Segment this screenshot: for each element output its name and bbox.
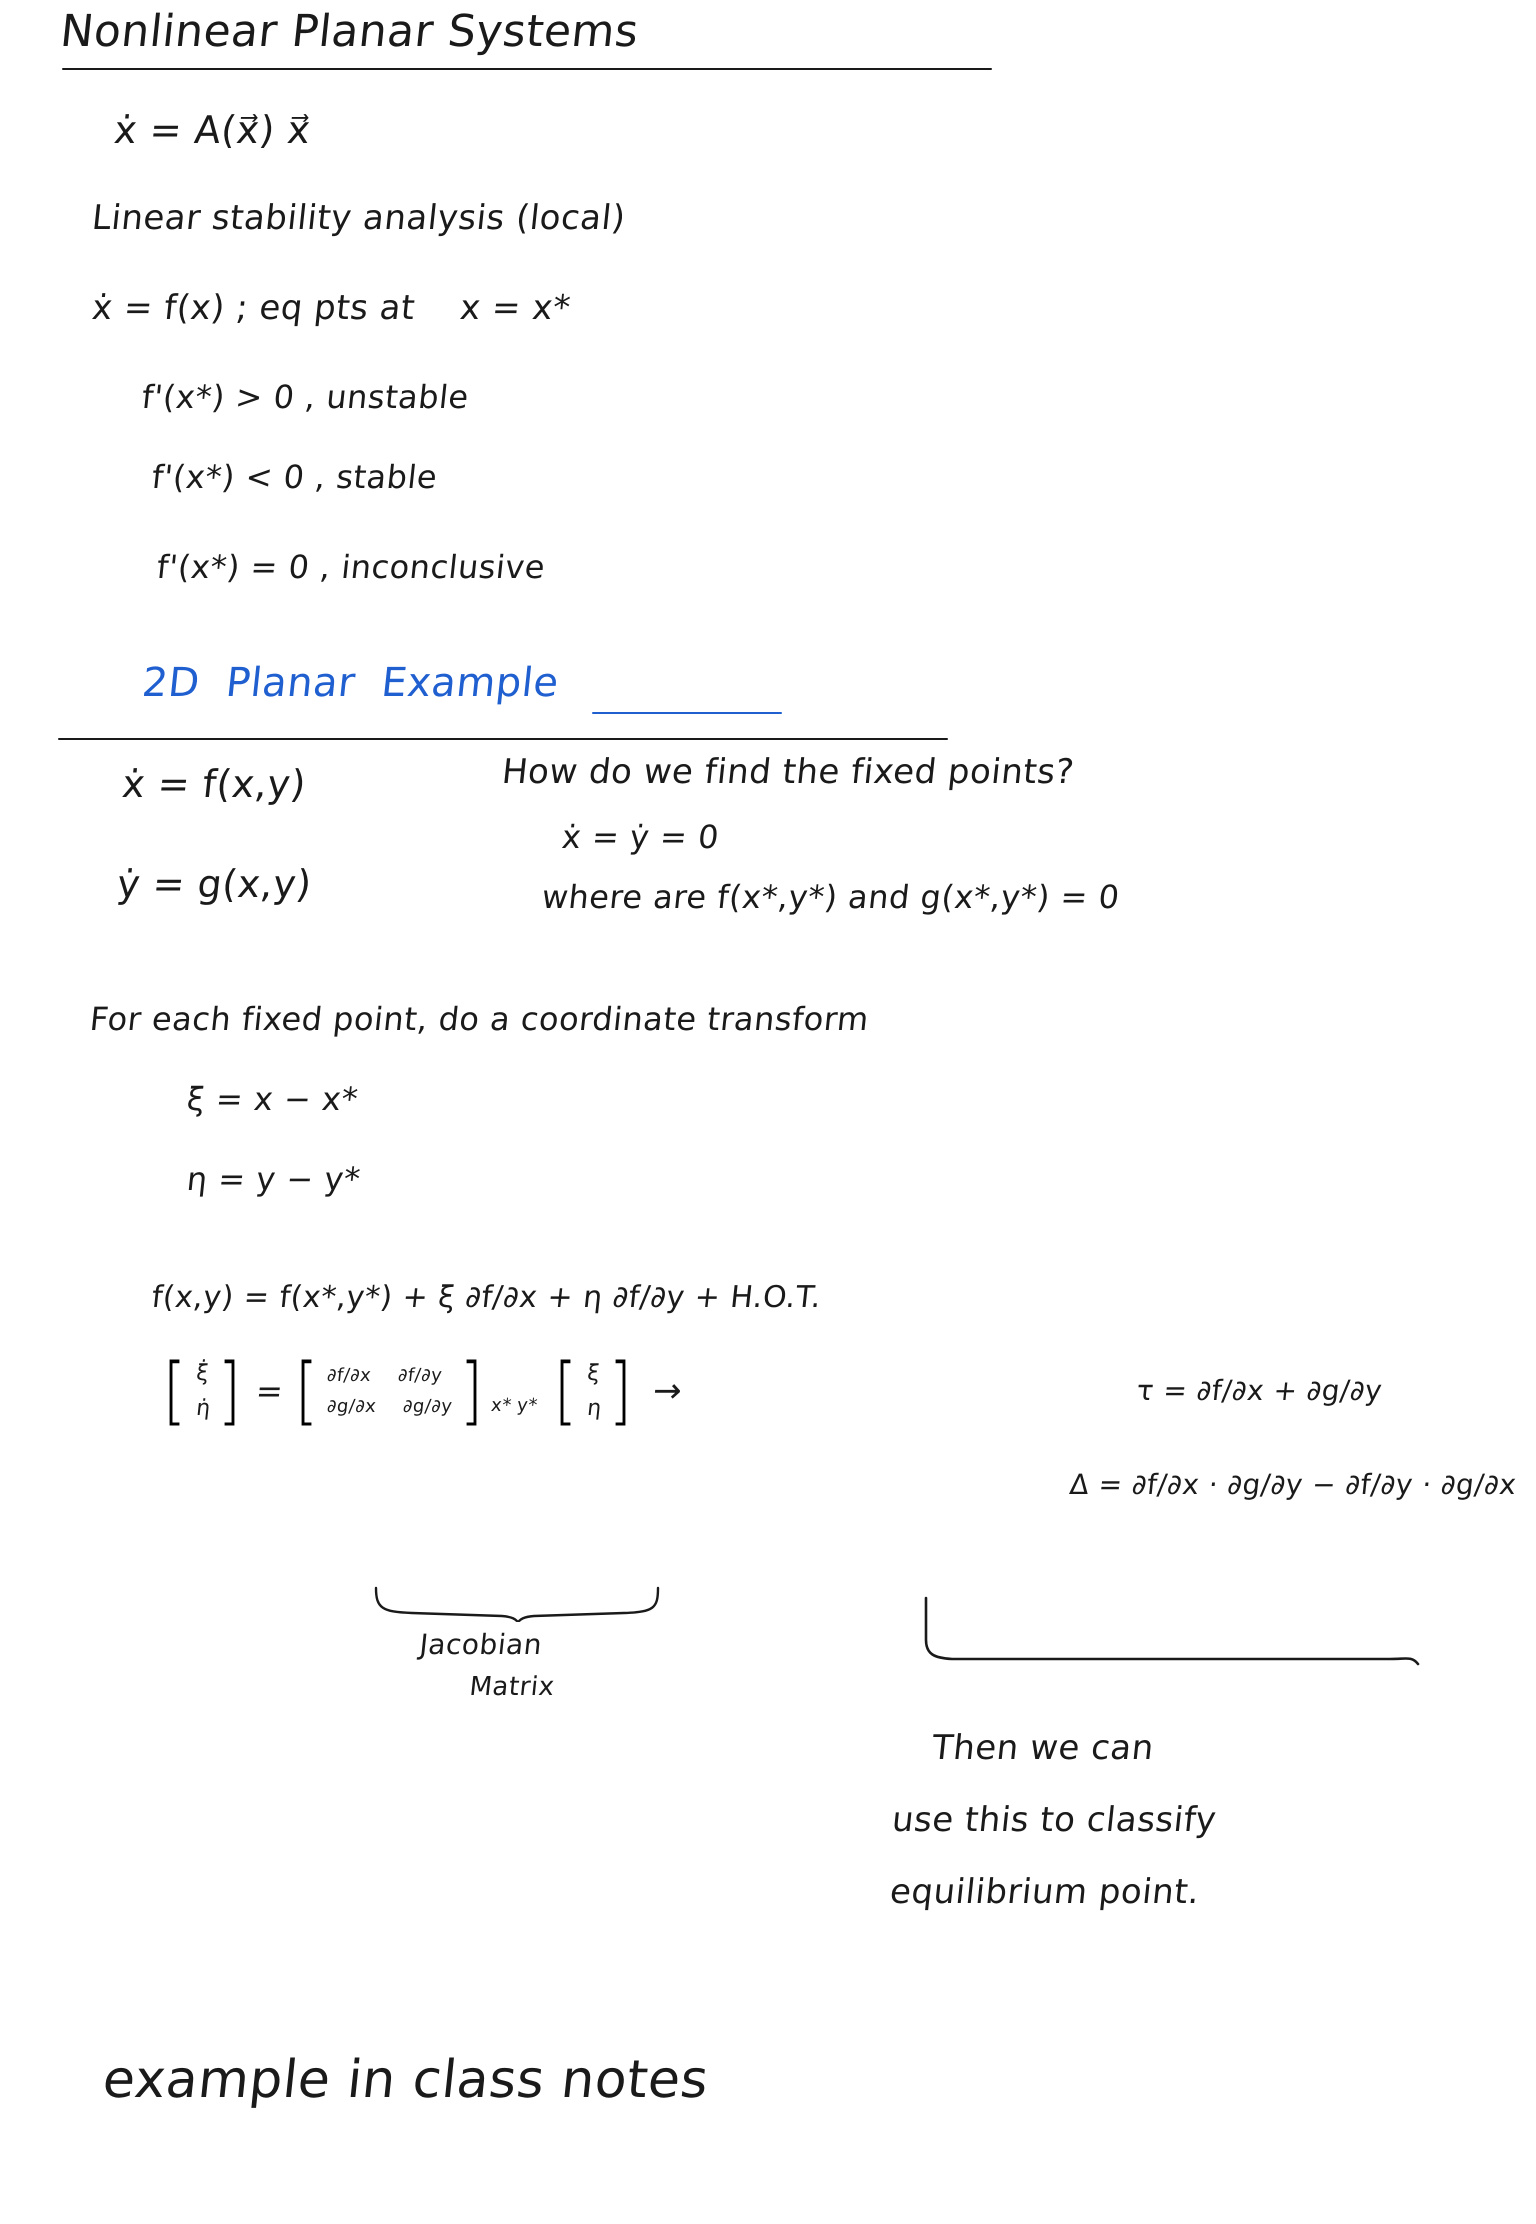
definition-xi: ξ = x − x* xyxy=(185,1080,361,1118)
lhs-vector-xi: ξ̇ xyxy=(194,1361,211,1387)
jacobian-dg-dx: ∂g/∂x xyxy=(326,1396,378,1418)
condition-xdot-ydot-zero: ẋ = ẏ = 0 xyxy=(560,818,722,856)
jacobian-df-dy: ∂f/∂y xyxy=(396,1365,443,1387)
eval-point-x: x* xyxy=(489,1394,513,1416)
note-coordinate-transform: For each fixed point, do a coordinate transform xyxy=(88,1000,871,1038)
jacobian-row-1 xyxy=(326,1365,451,1386)
label-jacobian-line2: Matrix xyxy=(468,1672,557,1702)
conclusion-line-3: equilibrium point. xyxy=(888,1872,1202,1912)
eval-point-y: y* xyxy=(516,1394,540,1416)
note-title: Nonlinear Planar Systems xyxy=(58,6,642,57)
bracket-right-rhs: ] xyxy=(609,1348,633,1434)
question-find-fixed-points: How do we find the fixed points? xyxy=(500,752,1077,792)
section-heading-planar-example: 2D Planar Example xyxy=(140,660,562,706)
conclusion-line-2: use this to classify xyxy=(890,1800,1219,1840)
bracket-right-jacobian: ] xyxy=(459,1348,483,1434)
equation-trace: τ = ∂f/∂x + ∂g/∂y xyxy=(1135,1374,1384,1407)
rhs-vector-eta: η xyxy=(585,1396,604,1422)
footer-example-note: example in class notes xyxy=(100,2050,712,2110)
implication-arrow-icon: → xyxy=(651,1371,685,1412)
underbrace-stability-criteria xyxy=(920,1596,1420,1666)
line-unstable-condition: f'(x*) > 0 , unstable xyxy=(140,378,471,416)
conclusion-line-1: Then we can xyxy=(930,1728,1156,1768)
equation-taylor-expansion: f(x,y) = f(x*,y*) + ξ ∂f/∂x + η ∂f/∂y + H.O.T. xyxy=(150,1280,824,1315)
bracket-left-jacobian: [ xyxy=(294,1348,318,1434)
line-linear-stability: Linear stability analysis (local) xyxy=(90,198,628,238)
rhs-vector xyxy=(580,1361,606,1421)
heading-underline-black xyxy=(58,738,948,740)
line-stable-condition: f'(x*) < 0 , stable xyxy=(150,458,440,496)
jacobian-row-2 xyxy=(326,1396,454,1418)
underbrace-jacobian xyxy=(372,1586,662,1622)
lhs-vector-eta: η̇ xyxy=(194,1396,212,1422)
heading-underline-blue xyxy=(592,712,782,714)
rhs-vector-xi: ξ xyxy=(585,1361,602,1387)
equation-xdot-f: ẋ = f(x,y) xyxy=(120,762,309,806)
condition-f-g-zero: where are f(x*,y*) and g(x*,y*) = 0 xyxy=(540,878,1122,916)
label-jacobian-line1: Jacobian xyxy=(418,1628,544,1661)
bracket-left-lhs: [ xyxy=(162,1348,186,1434)
linearized-matrix-equation xyxy=(160,1348,696,1434)
jacobian-df-dx: ∂f/∂x xyxy=(326,1365,373,1387)
jacobian-matrix xyxy=(320,1365,457,1417)
title-underline xyxy=(62,68,992,70)
equation-matrix-system: ẋ = A(x⃗) x⃗ xyxy=(112,108,313,152)
equals-sign: = xyxy=(254,1372,286,1411)
bracket-left-rhs: [ xyxy=(553,1348,578,1434)
lhs-vector xyxy=(189,1361,215,1421)
equation-ydot-g: ẏ = g(x,y) xyxy=(115,862,314,906)
line-scalar-ode: ẋ = f(x) ; eq pts at x = x* xyxy=(90,288,573,328)
jacobian-dg-dy: ∂g/∂y xyxy=(401,1396,454,1418)
equation-determinant: Δ = ∂f/∂x · ∂g/∂y − ∂f/∂y · ∂g/∂x xyxy=(1068,1468,1519,1501)
line-inconclusive-condition: f'(x*) = 0 , inconclusive xyxy=(155,548,548,586)
bracket-right-lhs: ] xyxy=(218,1348,242,1434)
definition-eta: η = y − y* xyxy=(185,1160,363,1198)
